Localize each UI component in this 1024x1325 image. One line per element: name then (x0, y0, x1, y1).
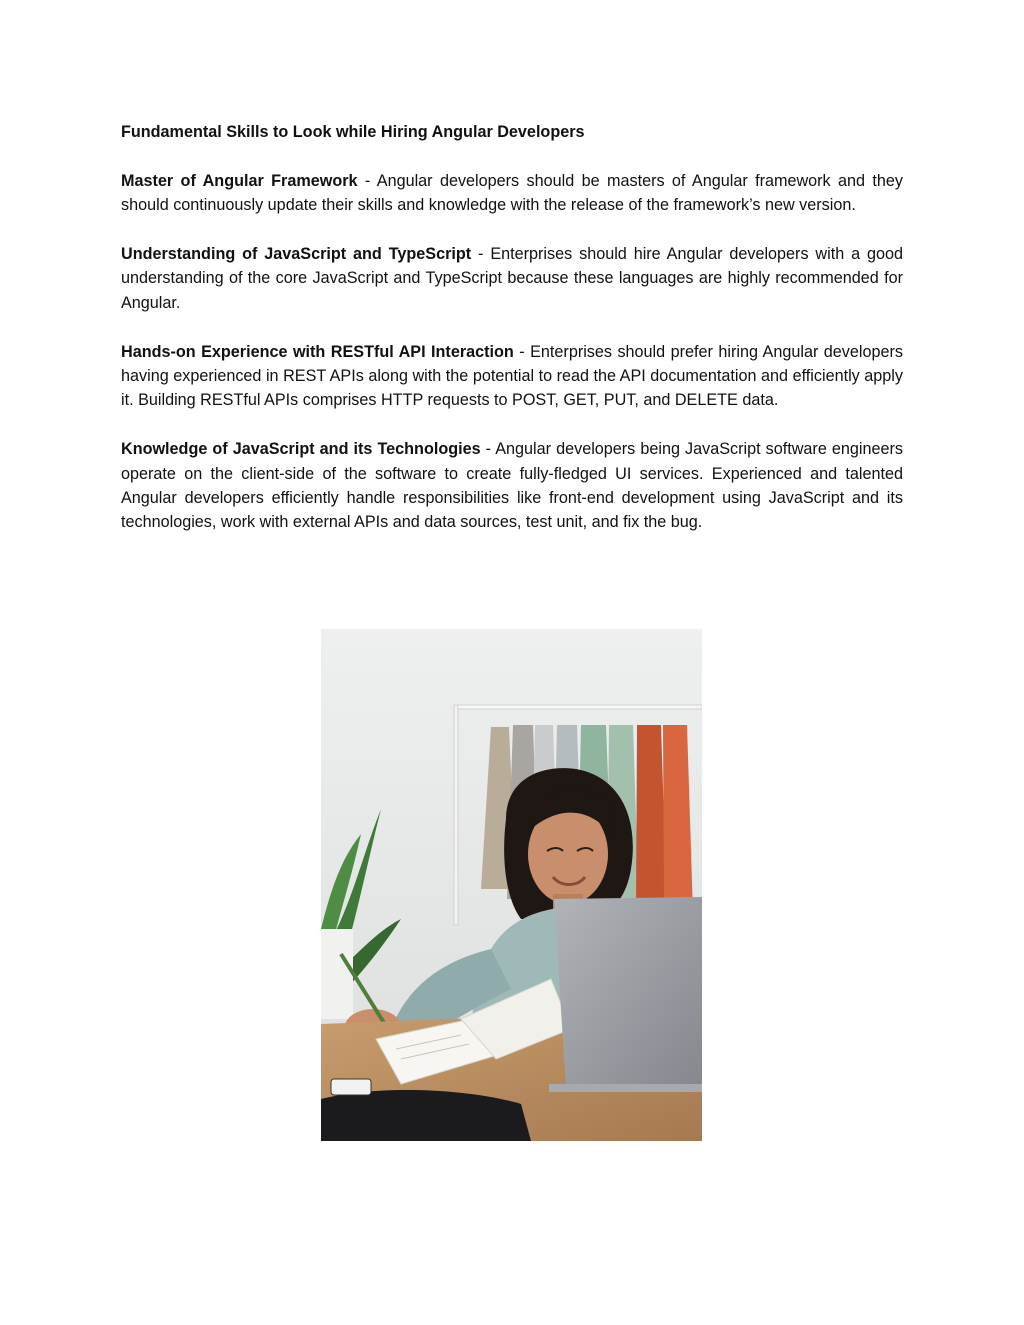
section-separator: - (513, 342, 531, 361)
section-title: Hands-on Experience with RESTful API Interaction (121, 342, 514, 361)
section-body: Angular developers should be masters of Angular framework and they should continuously update their skills and knowledge with the release of the framework’s new version. (121, 171, 904, 215)
section-body: Angular developers being JavaScript software engineers operate on the client-side of the software to create fully-fledged UI services. Experienced and talented Angular developers efficiently handle responsibilities like front-end development using JavaScript and its technologies, work with external APIs and data sources, test unit, and fix the bug. (121, 440, 903, 532)
section-restful-api (121, 340, 903, 413)
document-heading: Fundamental Skills to Look while Hiring Angular Developers (121, 123, 585, 141)
section-title: Knowledge of JavaScript and its Technologies (121, 440, 481, 459)
section-separator: - (357, 171, 377, 190)
section-separator: - (480, 440, 496, 459)
section-javascript-technologies (121, 437, 903, 535)
section-separator: - (471, 245, 491, 263)
developer-photo (321, 629, 702, 1141)
section-javascript-typescript (121, 242, 903, 315)
section-body: Enterprises should prefer hiring Angular developers having experienced in REST APIs along with the potential to read the API documentation and efficiently apply it. Building RESTful APIs comprises HTTP requests to POST, GET, PUT, and DELETE data. (121, 342, 903, 410)
section-body: Enterprises should hire Angular developers with a good understanding of the core JavaScript and TypeScript because these languages are highly recommended for Angular. (121, 245, 904, 312)
photo-illustration (321, 629, 702, 1141)
section-title: Master of Angular Framework (121, 171, 358, 190)
section-title: Understanding of JavaScript and TypeScript (121, 245, 472, 263)
laptop (549, 897, 702, 1092)
section-angular-framework (121, 169, 903, 218)
article-body (121, 120, 903, 559)
